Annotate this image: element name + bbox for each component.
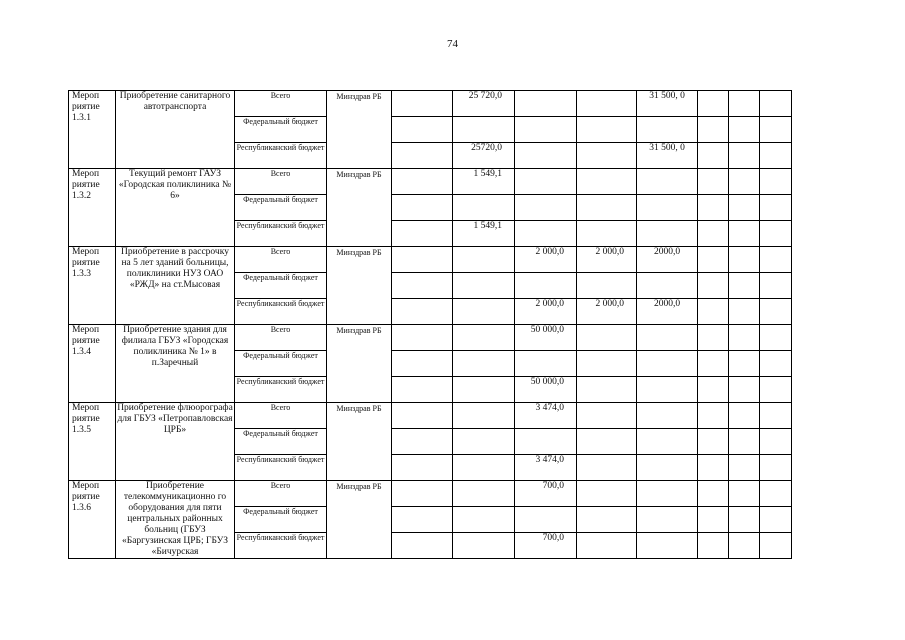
value-cell [729, 247, 760, 273]
value-cell [760, 403, 792, 429]
value-cell [698, 533, 729, 559]
value-cell [760, 481, 792, 507]
value-cell [392, 91, 453, 117]
value-cell [729, 377, 760, 403]
funding-source: Всего [235, 403, 327, 429]
value-cell: 3 474,0 [515, 403, 577, 429]
value-cell [392, 507, 453, 533]
measure-code: Мероп риятие 1.3.1 [69, 91, 116, 169]
value-cell [577, 91, 637, 117]
measure-code: Мероп риятие 1.3.2 [69, 169, 116, 247]
funding-source: Федеральный бюджет [235, 351, 327, 377]
measure-name: Приобретение телекоммуникационно го оборудования для пяти центральных районных больниц (ГБУЗ «Баргузинская ЦРБ; ГБУЗ «Бичурская [116, 481, 235, 559]
value-cell [760, 273, 792, 299]
value-cell [729, 117, 760, 143]
value-cell [453, 325, 515, 351]
measure-name: Приобретение флюорографа для ГБУЗ «Петропавловская ЦРБ» [116, 403, 235, 481]
value-cell [515, 221, 577, 247]
table-row [69, 325, 792, 351]
value-cell [760, 507, 792, 533]
value-cell [637, 377, 698, 403]
value-cell [392, 377, 453, 403]
value-cell [637, 273, 698, 299]
value-cell [637, 429, 698, 455]
value-cell: 3 474,0 [515, 455, 577, 481]
value-cell: 2 000,0 [577, 299, 637, 325]
table-row [69, 169, 792, 195]
value-cell [392, 455, 453, 481]
value-cell [577, 507, 637, 533]
value-cell [729, 195, 760, 221]
measure-name: Приобретение санитарного автотранспорта [116, 91, 235, 169]
value-cell [392, 533, 453, 559]
table-row [69, 481, 792, 507]
value-cell [392, 195, 453, 221]
value-cell [729, 273, 760, 299]
executor: Минздрав РБ [327, 247, 392, 325]
value-cell [729, 143, 760, 169]
value-cell [577, 481, 637, 507]
value-cell [453, 429, 515, 455]
value-cell: 2 000,0 [515, 247, 577, 273]
value-cell [453, 403, 515, 429]
measure-code: Мероп риятие 1.3.3 [69, 247, 116, 325]
value-cell [637, 455, 698, 481]
value-cell [698, 325, 729, 351]
value-cell [577, 273, 637, 299]
value-cell [698, 221, 729, 247]
value-cell [515, 273, 577, 299]
value-cell [392, 273, 453, 299]
value-cell [515, 429, 577, 455]
budget-table [68, 90, 792, 559]
value-cell [729, 455, 760, 481]
value-cell: 2000,0 [637, 247, 698, 273]
funding-source: Республиканский бюджет [235, 221, 327, 247]
value-cell [698, 299, 729, 325]
value-cell [637, 403, 698, 429]
value-cell [515, 117, 577, 143]
measure-code: Мероп риятие 1.3.4 [69, 325, 116, 403]
funding-source: Всего [235, 325, 327, 351]
value-cell [637, 117, 698, 143]
value-cell [729, 91, 760, 117]
value-cell [698, 351, 729, 377]
value-cell [729, 169, 760, 195]
value-cell: 1 549,1 [453, 169, 515, 195]
value-cell [453, 377, 515, 403]
value-cell [453, 117, 515, 143]
funding-source: Республиканский бюджет [235, 143, 327, 169]
value-cell [760, 351, 792, 377]
value-cell [453, 481, 515, 507]
value-cell [729, 221, 760, 247]
value-cell [577, 403, 637, 429]
value-cell [392, 403, 453, 429]
value-cell [392, 351, 453, 377]
page-number: 74 [447, 38, 458, 50]
funding-source: Всего [235, 247, 327, 273]
value-cell [637, 221, 698, 247]
value-cell [698, 377, 729, 403]
value-cell [515, 169, 577, 195]
value-cell [515, 195, 577, 221]
value-cell [760, 91, 792, 117]
value-cell: 2 000,0 [515, 299, 577, 325]
value-cell [698, 91, 729, 117]
value-cell [637, 533, 698, 559]
measure-code: Мероп риятие 1.3.6 [69, 481, 116, 559]
value-cell [760, 247, 792, 273]
measure-name: Приобретение в рассрочку на 5 лет зданий больницы, поликлиники НУЗ ОАО «РЖД» на ст.Мысовая [116, 247, 235, 325]
value-cell [698, 117, 729, 143]
value-cell [392, 117, 453, 143]
value-cell: 31 500, 0 [637, 91, 698, 117]
value-cell [453, 507, 515, 533]
value-cell [760, 429, 792, 455]
funding-source: Федеральный бюджет [235, 507, 327, 533]
value-cell [760, 117, 792, 143]
value-cell [760, 377, 792, 403]
funding-source: Республиканский бюджет [235, 377, 327, 403]
funding-source: Всего [235, 91, 327, 117]
value-cell [453, 455, 515, 481]
value-cell [392, 143, 453, 169]
value-cell [760, 143, 792, 169]
value-cell [698, 273, 729, 299]
value-cell: 25 720,0 [453, 91, 515, 117]
value-cell [729, 299, 760, 325]
value-cell [698, 247, 729, 273]
value-cell: 2000,0 [637, 299, 698, 325]
value-cell [698, 455, 729, 481]
value-cell [698, 507, 729, 533]
value-cell [760, 533, 792, 559]
value-cell [577, 351, 637, 377]
executor: Минздрав РБ [327, 403, 392, 481]
value-cell [698, 403, 729, 429]
value-cell [392, 299, 453, 325]
value-cell: 31 500, 0 [637, 143, 698, 169]
value-cell [392, 325, 453, 351]
value-cell [453, 195, 515, 221]
value-cell [392, 429, 453, 455]
value-cell [577, 533, 637, 559]
funding-source: Республиканский бюджет [235, 533, 327, 559]
value-cell: 25720,0 [453, 143, 515, 169]
value-cell [453, 533, 515, 559]
value-cell [577, 117, 637, 143]
value-cell [637, 351, 698, 377]
executor: Минздрав РБ [327, 91, 392, 169]
value-cell [760, 455, 792, 481]
value-cell: 2 000,0 [577, 247, 637, 273]
value-cell [577, 377, 637, 403]
table-row [69, 91, 792, 117]
value-cell [698, 169, 729, 195]
value-cell [729, 533, 760, 559]
value-cell [698, 429, 729, 455]
value-cell: 50 000,0 [515, 377, 577, 403]
value-cell [577, 429, 637, 455]
value-cell [515, 507, 577, 533]
value-cell [698, 195, 729, 221]
value-cell [392, 169, 453, 195]
value-cell [729, 429, 760, 455]
value-cell [637, 169, 698, 195]
value-cell [392, 221, 453, 247]
funding-source: Федеральный бюджет [235, 195, 327, 221]
table-row [69, 403, 792, 429]
funding-source: Федеральный бюджет [235, 429, 327, 455]
value-cell [515, 143, 577, 169]
value-cell [729, 351, 760, 377]
value-cell [577, 325, 637, 351]
value-cell [729, 481, 760, 507]
funding-source: Всего [235, 169, 327, 195]
value-cell [577, 169, 637, 195]
value-cell [637, 481, 698, 507]
value-cell [453, 273, 515, 299]
value-cell [515, 91, 577, 117]
value-cell: 50 000,0 [515, 325, 577, 351]
value-cell [760, 299, 792, 325]
value-cell [577, 195, 637, 221]
funding-source: Всего [235, 481, 327, 507]
value-cell [760, 221, 792, 247]
value-cell [729, 403, 760, 429]
value-cell [760, 325, 792, 351]
executor: Минздрав РБ [327, 325, 392, 403]
measure-code: Мероп риятие 1.3.5 [69, 403, 116, 481]
value-cell [729, 507, 760, 533]
funding-source: Республиканский бюджет [235, 299, 327, 325]
value-cell [760, 195, 792, 221]
value-cell [577, 143, 637, 169]
funding-source: Федеральный бюджет [235, 117, 327, 143]
measure-name: Приобретение здания для филиала ГБУЗ «Городская поликлиника № 1» в п.Заречный [116, 325, 235, 403]
value-cell [637, 507, 698, 533]
value-cell [453, 351, 515, 377]
executor: Минздрав РБ [327, 169, 392, 247]
value-cell [637, 325, 698, 351]
value-cell [392, 481, 453, 507]
value-cell: 1 549,1 [453, 221, 515, 247]
value-cell: 700,0 [515, 481, 577, 507]
value-cell [453, 299, 515, 325]
value-cell [577, 455, 637, 481]
value-cell [577, 221, 637, 247]
funding-source: Федеральный бюджет [235, 273, 327, 299]
value-cell [637, 195, 698, 221]
value-cell [392, 247, 453, 273]
value-cell [453, 247, 515, 273]
table-row [69, 247, 792, 273]
measure-name: Текущий ремонт ГАУЗ «Городская поликлиника № 6» [116, 169, 235, 247]
value-cell [698, 143, 729, 169]
executor: Минздрав РБ [327, 481, 392, 559]
value-cell [760, 169, 792, 195]
value-cell: 700,0 [515, 533, 577, 559]
funding-source: Республиканский бюджет [235, 455, 327, 481]
value-cell [729, 325, 760, 351]
value-cell [698, 481, 729, 507]
value-cell [515, 351, 577, 377]
